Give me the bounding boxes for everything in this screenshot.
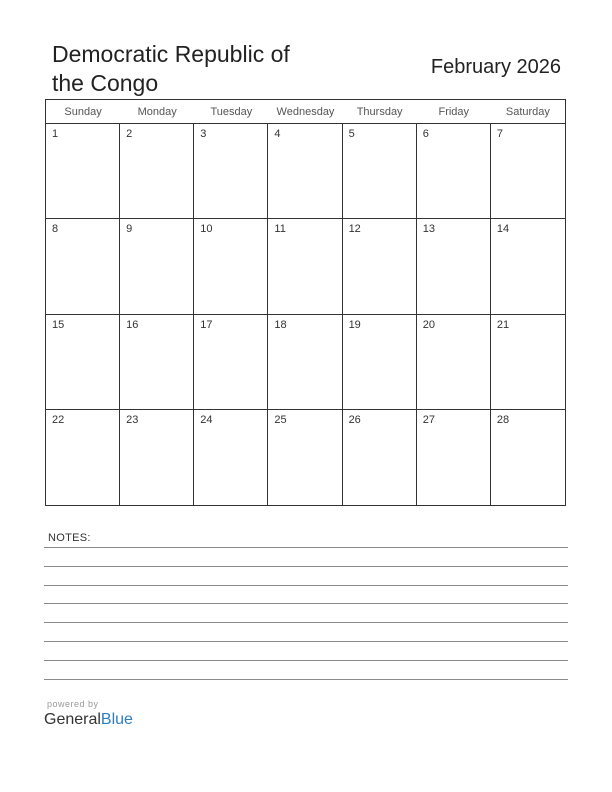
weekday-friday: Friday — [438, 106, 470, 118]
country-name-line1: Democratic Republic of — [52, 41, 290, 67]
day-cell — [491, 124, 565, 219]
note-line — [44, 622, 568, 623]
weekday-monday: Monday — [137, 106, 177, 118]
day-cell — [46, 124, 120, 219]
note-line — [44, 603, 568, 604]
logo-blue: Blue — [100, 711, 133, 728]
weekday-wednesday: Wednesday — [276, 106, 335, 118]
weeks-grid — [46, 124, 565, 505]
day-cell — [417, 410, 491, 505]
day-number: 12 — [348, 223, 361, 236]
notes-label: NOTES: — [48, 532, 91, 544]
country-name-line2: the Congo — [52, 70, 159, 96]
day-cell — [417, 219, 491, 314]
calendar-title — [52, 40, 372, 98]
day-number: 3 — [200, 128, 207, 140]
powered-by-text: powered by — [47, 699, 99, 709]
day-number: 4 — [274, 128, 281, 140]
day-cell — [343, 410, 417, 505]
day-number: 11 — [274, 223, 286, 236]
day-cell — [268, 124, 342, 219]
note-line — [44, 566, 568, 567]
day-cell — [120, 315, 194, 410]
day-number: 19 — [348, 318, 361, 331]
day-number: 27 — [422, 413, 435, 426]
day-number: 15 — [52, 318, 65, 331]
day-cell — [491, 219, 565, 314]
day-number: 22 — [52, 413, 65, 426]
day-cell — [120, 219, 194, 314]
day-cell — [46, 219, 120, 314]
weekday-saturday: Saturday — [505, 106, 550, 118]
note-line — [44, 660, 568, 661]
day-cell — [268, 315, 342, 410]
weekday-thursday: Thursday — [356, 106, 403, 118]
day-number: 20 — [422, 318, 435, 331]
weekday-header-row — [46, 100, 565, 124]
day-number: 13 — [422, 223, 435, 236]
day-number: 1 — [52, 128, 59, 140]
note-line — [44, 585, 568, 586]
day-cell — [268, 219, 342, 314]
day-number: 23 — [126, 413, 139, 426]
day-cell — [120, 124, 194, 219]
note-line — [44, 679, 568, 680]
month-year: February 2026 — [430, 56, 561, 78]
day-number: 5 — [348, 128, 355, 140]
day-cell — [46, 410, 120, 505]
day-cell — [343, 315, 417, 410]
day-number: 2 — [126, 128, 133, 140]
logo-general: General — [44, 711, 101, 728]
day-cell — [417, 315, 491, 410]
day-cell — [120, 410, 194, 505]
weekday-tuesday: Tuesday — [210, 106, 253, 118]
day-cell — [46, 315, 120, 410]
day-cell — [343, 124, 417, 219]
note-line — [44, 641, 568, 642]
day-number: 26 — [348, 413, 361, 426]
day-cell — [194, 124, 268, 219]
day-number: 14 — [496, 223, 510, 236]
day-number: 18 — [274, 318, 287, 331]
day-cell — [268, 410, 342, 505]
day-number: 9 — [126, 223, 133, 236]
day-cell — [194, 315, 268, 410]
day-number: 17 — [200, 318, 213, 331]
day-number: 24 — [200, 413, 213, 426]
weekday-sunday: Sunday — [64, 106, 102, 118]
day-number: 8 — [52, 223, 59, 236]
day-cell — [491, 315, 565, 410]
day-cell — [194, 219, 268, 314]
generalblue-logo — [44, 711, 133, 729]
day-number: 28 — [496, 413, 510, 426]
day-cell — [417, 124, 491, 219]
day-cell — [194, 410, 268, 505]
day-number: 16 — [126, 318, 139, 331]
note-line — [44, 547, 568, 548]
day-number: 7 — [496, 128, 503, 140]
day-number: 10 — [200, 223, 213, 236]
day-number: 21 — [496, 318, 510, 331]
day-number: 25 — [274, 413, 287, 426]
day-cell — [343, 219, 417, 314]
day-number: 6 — [422, 128, 429, 140]
day-cell — [491, 410, 565, 505]
calendar-grid — [45, 99, 566, 506]
